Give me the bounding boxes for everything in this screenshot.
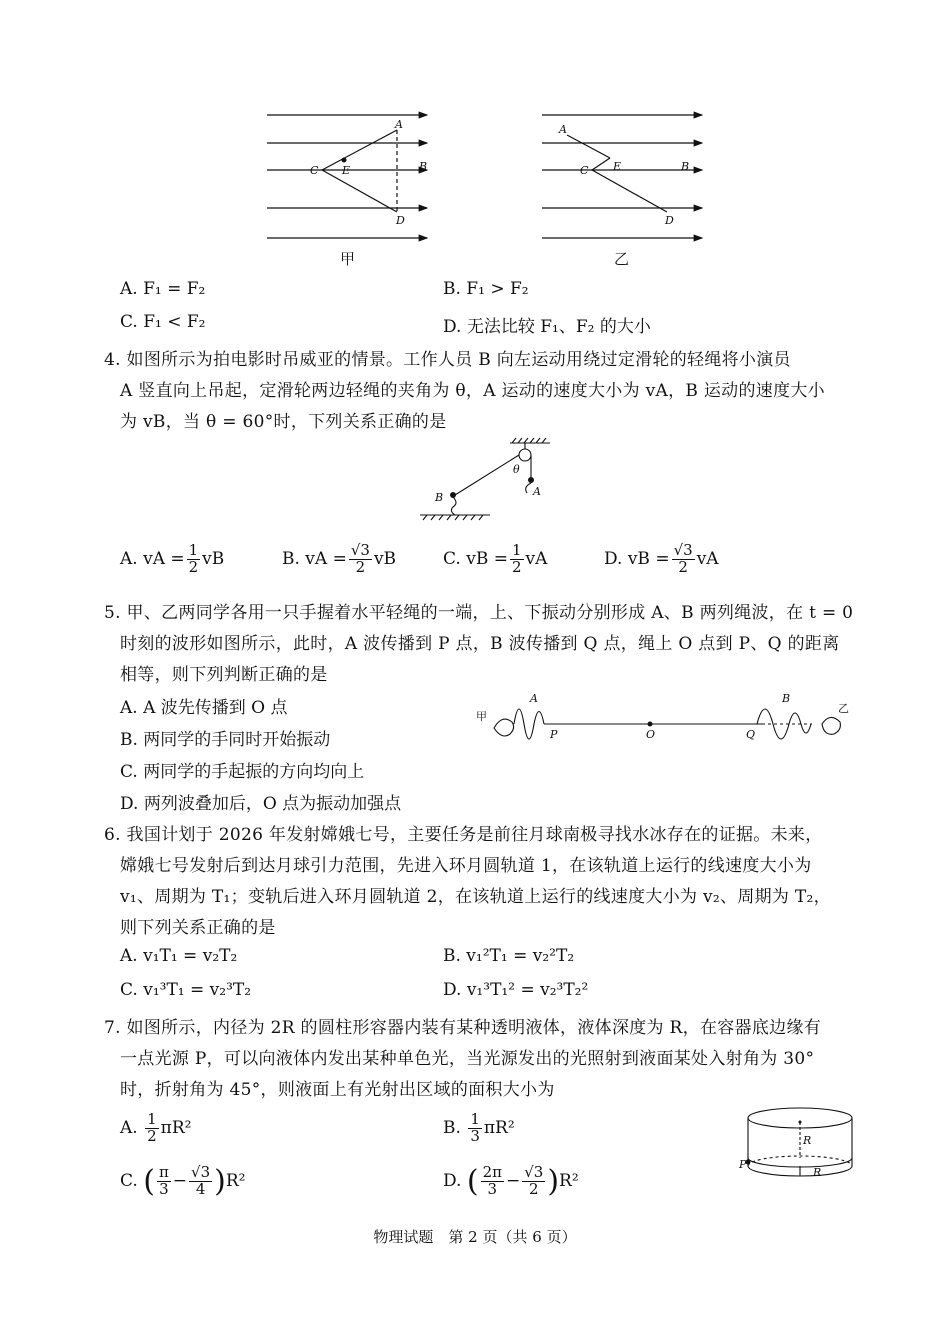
q5-text-1: 5. 甲、乙两同学各用一只手握着水平轻绳的一端，上、下振动分别形成 A、B 两列绳波，在 t = 0 [104, 603, 854, 623]
q5-label-jia: 甲 [476, 710, 487, 723]
q6-option-a: A. v₁T₁ = v₂T₂ [120, 946, 238, 966]
caption-yi: 乙 [614, 250, 630, 268]
q3-option-a: A. F₁ = F₂ [120, 279, 206, 299]
q6-text-3: v₁、周期为 T₁；变轨后进入环月圆轨道 2，在该轨道上运行的线速度大小为 v₂、周期为 T₂， [120, 887, 831, 907]
q6-option-d: D. v₁³T₁² = v₂³T₂² [443, 980, 589, 1000]
q5-label-yi: 乙 [838, 702, 849, 715]
caption-jia: 甲 [340, 250, 356, 268]
q7-label-R-horizontal: R [813, 1166, 822, 1179]
q5-label-A: A [530, 692, 538, 705]
q5-label-Q: Q [746, 728, 756, 741]
q3-option-c: C. F₁ < F₂ [120, 312, 206, 332]
q4-text-3: 为 vB，当 θ = 60°时，下列关系正确的是 [120, 412, 447, 432]
q7-label-R-vertical: R [803, 1134, 812, 1147]
q6-text-2: 嫦娥七号发射后到达月球引力范围，先进入环月圆轨道 1，在该轨道上运行的线速度大小为 [120, 856, 812, 876]
q7-text-1: 7. 如图所示，内径为 2R 的圆柱形容器内装有某种透明液体，液体深度为 R，在容器底边缘有 [104, 1018, 822, 1038]
q7-cylinder-figure [738, 1100, 858, 1190]
q6-option-c: C. v₁³T₁ = v₂³T₂ [120, 980, 252, 1000]
q4-text-2: A 竖直向上吊起，定滑轮两边轻绳的夹角为 θ，A 运动的速度大小为 vA，B 运动的速度大小 [120, 381, 825, 401]
page-footer: 物理试题 第 2 页（共 6 页） [373, 1228, 577, 1246]
q6-text-1: 6. 我国计划于 2026 年发射嫦娥七号，主要任务是前往月球南极寻找水冰存在的证据。未来， [104, 825, 823, 845]
q4-label-B: B [435, 491, 444, 504]
q7-option-b: B. $\frac{1}{3}$ πR² [443, 1110, 515, 1145]
q5-option-d: D. 两列波叠加后，O 点为振动加强点 [120, 794, 402, 814]
q3-figure-yi [537, 100, 712, 250]
q3-option-d: D. 无法比较 F₁、F₂ 的大小 [443, 317, 651, 337]
q5-option-b: B. 两同学的手同时开始振动 [120, 730, 331, 750]
q7-option-a: A. $\frac{1}{2}$ πR² [120, 1110, 192, 1145]
label-B: B [681, 160, 690, 173]
q5-text-2: 时刻的波形如图所示，此时，A 波传播到 P 点，B 波传播到 Q 点，绳上 O 点到 P、Q 的距离 [120, 634, 840, 654]
q5-label-B: B [782, 692, 791, 705]
label-C: C [310, 164, 319, 177]
q6-option-b: B. v₁²T₁ = v₂²T₂ [443, 946, 575, 966]
q7-text-3: 时，折射角为 45°，则液面上有光射出区域的面积大小为 [120, 1080, 555, 1100]
label-A: A [559, 123, 567, 136]
q4-option-d: D. vB = $\frac{√3}{2}$ vA [604, 541, 719, 576]
q4-text-1: 4. 如图所示为拍电影时吊威亚的情景。工作人员 B 向左运动用绕过定滑轮的轻绳将小演员 [104, 350, 791, 370]
q5-option-a: A. A 波先传播到 O 点 [120, 698, 288, 718]
q4-label-A: A [533, 485, 541, 498]
q6-text-4: 则下列关系正确的是 [120, 918, 276, 938]
q7-label-P: P [739, 1158, 747, 1171]
label-D: D [665, 214, 674, 227]
q5-label-O: O [646, 728, 656, 741]
q4-option-a: A. vA = $\frac{1}{2}$ vB [120, 541, 225, 576]
q3-figure-jia [262, 100, 437, 250]
q7-text-2: 一点光源 P，可以向液体内发出某种单色光，当光源发出的光照射到液面某处入射角为 30° [120, 1049, 815, 1069]
q7-option-c: C. ( $\frac{\pi}{3}$ − $\frac{√3}{4}$ )R² [120, 1163, 246, 1199]
q5-option-c: C. 两同学的手起振的方向均向上 [120, 762, 365, 782]
q4-pulley-figure [415, 435, 555, 525]
label-D: D [396, 214, 405, 227]
q5-text-3: 相等，则下列判断正确的是 [120, 665, 328, 685]
label-C: C [580, 164, 589, 177]
q4-option-b: B. vA = $\frac{√3}{2}$ vB [282, 541, 397, 576]
q3-option-b: B. F₁ > F₂ [443, 279, 529, 299]
q7-option-d: D. ( $\frac{2\pi}{3}$ − $\frac{√3}{2}$ )R² [443, 1163, 579, 1199]
label-E: E [613, 160, 622, 173]
q5-wave-figure [472, 690, 852, 752]
label-B: B [419, 160, 428, 173]
q4-label-theta: θ [513, 463, 520, 476]
q4-option-c: C. vB = $\frac{1}{2}$ vA [443, 541, 548, 576]
q5-label-P: P [550, 728, 558, 741]
label-A: A [395, 118, 403, 131]
label-E: E [342, 164, 351, 177]
